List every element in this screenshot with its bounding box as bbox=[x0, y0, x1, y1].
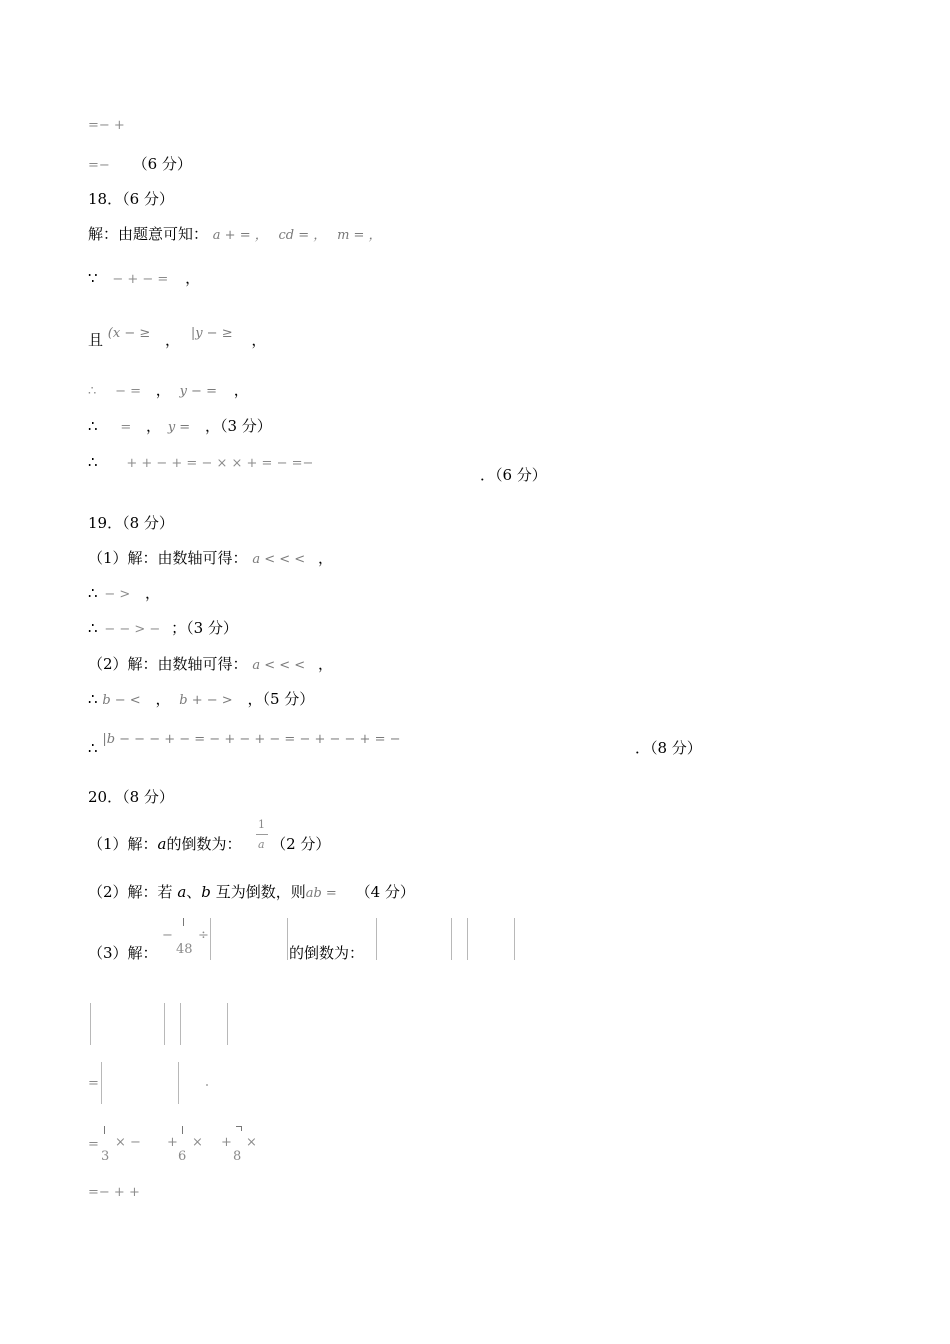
punctuation: ， bbox=[317, 655, 333, 673]
solution-line bbox=[88, 689, 314, 711]
fraction-numerator-mark bbox=[236, 1126, 242, 1131]
equation-fragment: =− bbox=[88, 158, 110, 173]
therefore-symbol: ∴ bbox=[88, 619, 98, 637]
solution-text: （3）解： bbox=[88, 944, 158, 962]
score-note: ．（6 分） bbox=[480, 466, 547, 484]
punctuation: ， bbox=[146, 417, 162, 435]
punctuation: ， bbox=[165, 331, 181, 349]
equation-fragment: |y − ≥ bbox=[190, 326, 233, 341]
solution-line bbox=[88, 882, 415, 904]
solution-line bbox=[88, 224, 382, 246]
equation-fragment: − + − = bbox=[112, 272, 169, 287]
solution-line bbox=[88, 326, 267, 352]
punctuation: ， bbox=[155, 690, 171, 708]
fraction-numerator-mark bbox=[182, 1126, 183, 1134]
score-note: ，（3 分） bbox=[204, 417, 272, 435]
equation-fragment: − − > − bbox=[104, 622, 161, 637]
solution-line bbox=[88, 548, 333, 570]
therefore-symbol: ∴ bbox=[88, 453, 98, 471]
variable-b: b bbox=[201, 883, 211, 901]
parenthesis-group bbox=[180, 1003, 228, 1045]
fraction-denominator: a bbox=[258, 838, 265, 851]
therefore-symbol: ∴ bbox=[88, 384, 97, 399]
times-sign: × bbox=[246, 1135, 257, 1150]
equation-fragment: m = ， bbox=[337, 228, 382, 243]
solution-text: 且 bbox=[88, 331, 104, 349]
score-note: （2 分） bbox=[271, 835, 331, 853]
punctuation: ， bbox=[155, 381, 171, 399]
punctuation: ， bbox=[251, 331, 267, 349]
equation-fragment: y − = bbox=[179, 384, 217, 399]
therefore-symbol: ∴ bbox=[88, 690, 98, 708]
score-note: ；（3 分） bbox=[171, 619, 238, 637]
punctuation: ， bbox=[317, 549, 333, 567]
equation-fragment: b − < bbox=[102, 693, 141, 708]
solution-text: 的倒数为： bbox=[289, 944, 365, 962]
equation-fragment: ab = bbox=[305, 886, 337, 901]
solution-text: （1）解：由数轴可得： bbox=[88, 549, 248, 567]
punctuation: ， bbox=[185, 269, 201, 287]
score-note: ，（5 分） bbox=[247, 690, 315, 708]
therefore-symbol: ∴ bbox=[88, 584, 98, 602]
equals-sign: = bbox=[88, 1076, 99, 1091]
therefore-symbol: ∴ bbox=[88, 417, 98, 435]
solution-line bbox=[88, 732, 401, 760]
fraction-numerator-mark bbox=[104, 1126, 105, 1134]
solution-line bbox=[88, 654, 333, 676]
solution-text: 的倒数为： bbox=[166, 835, 242, 853]
plus-sign: + bbox=[221, 1135, 232, 1150]
solution-text: （2）解：由数轴可得： bbox=[88, 655, 248, 673]
equals-sign: = bbox=[88, 1137, 99, 1152]
variable-a: a bbox=[177, 883, 187, 901]
punctuation: ， bbox=[145, 584, 161, 602]
equation-line: =− + + bbox=[88, 1185, 140, 1200]
because-symbol: ∵ bbox=[88, 269, 98, 287]
solution-text: （2）解：若 bbox=[88, 883, 173, 901]
fraction-denominator: 6 bbox=[178, 1149, 187, 1164]
equation-fragment: a + = ， bbox=[212, 228, 268, 243]
solution-line bbox=[88, 452, 313, 474]
solution-line bbox=[88, 618, 238, 640]
equation-fragment: a < < < bbox=[252, 658, 306, 673]
equation-fragment: + + − + = − × × + = − =− bbox=[126, 456, 314, 471]
equation-fragment: − = bbox=[115, 384, 141, 399]
parenthesis-group bbox=[376, 918, 452, 960]
faint-mark bbox=[206, 1084, 208, 1086]
solution-line bbox=[88, 268, 200, 290]
equation-fragment: y = bbox=[167, 420, 191, 435]
equation-line bbox=[88, 1135, 99, 1155]
equation-fragment: (x − ≥ bbox=[107, 326, 151, 341]
solution-line bbox=[88, 380, 249, 402]
parenthesis-group bbox=[90, 1003, 165, 1045]
solution-line bbox=[88, 583, 160, 605]
equation-fragment: × − bbox=[115, 1135, 141, 1150]
punctuation: ， bbox=[233, 381, 249, 399]
parenthesis-group bbox=[210, 918, 288, 960]
plus-sign: + bbox=[167, 1135, 178, 1150]
parenthesis-group bbox=[101, 1062, 179, 1104]
solution-text: 、 bbox=[186, 883, 202, 901]
solution-line bbox=[88, 834, 330, 854]
fraction-bar bbox=[256, 834, 268, 835]
fraction-denominator: 8 bbox=[233, 1149, 242, 1164]
equation-fragment: a < < < bbox=[252, 552, 306, 567]
score-note: （6 分） bbox=[132, 155, 192, 173]
question-heading-19: 19．（8 分） bbox=[88, 514, 174, 532]
equation-line: =− + bbox=[88, 118, 125, 133]
variable-a: a bbox=[157, 835, 167, 853]
divide-sign: ÷ bbox=[198, 928, 209, 943]
score-note: （4 分） bbox=[355, 883, 415, 901]
fraction-denominator: 48 bbox=[176, 942, 193, 957]
equation-line bbox=[88, 154, 192, 176]
question-heading-18: 18．（6 分） bbox=[88, 190, 174, 208]
solution-text: （1）解： bbox=[88, 835, 158, 853]
times-sign: × bbox=[192, 1135, 203, 1150]
equation-fragment: cd = ， bbox=[278, 228, 327, 243]
equation-fragment: − > bbox=[104, 587, 131, 602]
solution-text: 互为倒数，则 bbox=[215, 883, 306, 901]
fraction-denominator: 3 bbox=[101, 1149, 110, 1164]
score-note: ．（8 分） bbox=[635, 739, 702, 757]
parenthesis-group bbox=[467, 918, 515, 960]
therefore-symbol: ∴ bbox=[88, 739, 98, 757]
fraction-numerator-mark bbox=[183, 918, 184, 926]
solution-line bbox=[88, 943, 158, 963]
equation-fragment: b + − > bbox=[179, 693, 233, 708]
solution-line bbox=[88, 416, 272, 438]
minus-sign: − bbox=[162, 928, 173, 943]
solution-text: 解：由题意可知： bbox=[88, 225, 209, 243]
fraction-numerator: 1 bbox=[258, 818, 265, 831]
equation-fragment: |b − − − + − = − + − + − = − + − − + = − bbox=[102, 732, 401, 747]
equation-fragment: = bbox=[120, 420, 132, 435]
question-heading-20: 20．（8 分） bbox=[88, 788, 174, 806]
